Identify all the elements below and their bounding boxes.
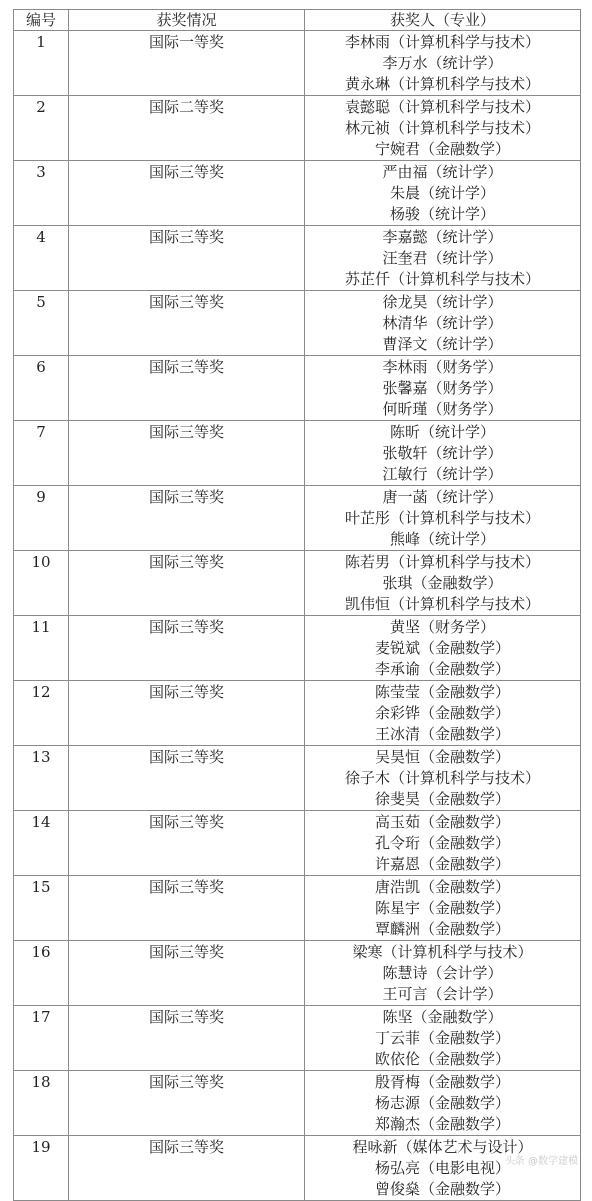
winner-entry: 梁寒（计算机科学与技术） [352,943,533,961]
winners-cell [305,421,581,486]
winner-entry: 何昕瑾（财务学） [382,400,503,418]
award-level-cell: 国际三等奖 [69,1071,305,1136]
winners-cell [305,551,581,616]
table-row [14,746,581,811]
table-header [14,10,581,31]
award-level-cell: 国际三等奖 [69,291,305,356]
award-id-cell: 6 [14,356,69,421]
award-id-cell: 10 [14,551,69,616]
winners-cell [305,941,581,1006]
winner-entry: 曾俊燊（金融数学） [374,1180,510,1198]
winner-entry: 陈星宇（金融数学） [374,899,510,917]
winner-entry: 徐龙昊（统计学） [382,293,503,311]
winner-entry: 张敬轩（统计学） [382,444,503,462]
award-table [13,9,581,1201]
award-id-cell: 4 [14,226,69,291]
award-id-cell: 13 [14,746,69,811]
winner-entry: 曹泽文（统计学） [382,335,503,353]
table-row [14,941,581,1006]
winners-cell [305,876,581,941]
award-level-cell: 国际二等奖 [69,96,305,161]
table-body [14,31,581,1201]
table-row [14,421,581,486]
winner-entry: 程咏新（媒体艺术与设计） [352,1138,533,1156]
table-row [14,1006,581,1071]
header-row [14,10,581,31]
winner-entry: 袁懿聪（计算机科学与技术） [344,98,540,116]
award-level-cell: 国际一等奖 [69,31,305,96]
award-level-cell: 国际三等奖 [69,161,305,226]
winner-entry: 杨志源（金融数学） [374,1094,510,1112]
table-row [14,551,581,616]
winner-entry: 凯伟恒（计算机科学与技术） [344,595,540,613]
winners-cell [305,811,581,876]
award-level-cell: 国际三等奖 [69,876,305,941]
table-row [14,291,581,356]
award-level-cell: 国际三等奖 [69,1136,305,1201]
award-level-cell: 国际三等奖 [69,356,305,421]
award-id-cell: 9 [14,486,69,551]
winner-entry: 李万水（统计学） [382,54,503,72]
winner-entry: 黄坚（财务学） [389,618,495,636]
award-level-cell: 国际三等奖 [69,681,305,746]
header-winners: 获奖人（专业） [305,10,581,31]
winner-entry: 欧依伦（金融数学） [374,1050,510,1068]
table-row [14,31,581,96]
header-award-level: 获奖情况 [69,10,305,31]
table-row [14,486,581,551]
award-id-cell: 2 [14,96,69,161]
award-id-cell: 15 [14,876,69,941]
table-row [14,811,581,876]
winner-entry: 陈莹莹（金融数学） [374,683,510,701]
award-id-cell: 5 [14,291,69,356]
award-level-cell: 国际三等奖 [69,746,305,811]
award-id-cell: 1 [14,31,69,96]
winner-entry: 丁云菲（金融数学） [374,1029,510,1047]
award-level-cell: 国际三等奖 [69,616,305,681]
table-row [14,681,581,746]
winners-cell [305,96,581,161]
table-row [14,876,581,941]
award-id-cell: 3 [14,161,69,226]
award-id-cell: 17 [14,1006,69,1071]
winner-entry: 苏芷仟（计算机科学与技术） [344,270,540,288]
winners-cell [305,616,581,681]
winners-cell [305,681,581,746]
award-level-cell: 国际三等奖 [69,551,305,616]
winners-cell [305,226,581,291]
winner-entry: 高玉茹（金融数学） [374,813,510,831]
winner-entry: 黄永琳（计算机科学与技术） [344,75,540,93]
winner-entry: 陈若男（计算机科学与技术） [344,553,540,571]
winners-cell [305,1006,581,1071]
winner-entry: 殷胥梅（金融数学） [374,1073,510,1091]
winner-entry: 李嘉懿（统计学） [382,228,503,246]
winner-entry: 朱晨（统计学） [389,184,495,202]
winner-entry: 麦锐斌（金融数学） [374,639,510,657]
winners-cell [305,1071,581,1136]
winners-cell [305,746,581,811]
award-level-cell: 国际三等奖 [69,811,305,876]
award-id-cell: 19 [14,1136,69,1201]
winner-entry: 郑瀚杰（金融数学） [374,1115,510,1133]
award-level-cell: 国际三等奖 [69,421,305,486]
winner-entry: 李承谕（金融数学） [374,660,510,678]
winner-entry: 陈慧诗（会计学） [382,964,503,982]
winner-entry: 唐浩凯（金融数学） [374,878,510,896]
winner-entry: 李林雨（计算机科学与技术） [344,33,540,51]
winner-entry: 叶芷彤（计算机科学与技术） [344,509,540,527]
table-row [14,356,581,421]
award-level-cell: 国际三等奖 [69,1006,305,1071]
winner-entry: 严由福（统计学） [382,163,503,181]
award-id-cell: 7 [14,421,69,486]
winner-entry: 徐斐昊（金融数学） [374,790,510,808]
winner-entry: 王可言（会计学） [382,985,503,1003]
winner-entry: 李林雨（财务学） [382,358,503,376]
winner-entry: 吴昊恒（金融数学） [374,748,510,766]
winners-cell [305,1136,581,1201]
winner-entry: 林清华（统计学） [382,314,503,332]
winner-entry: 陈坚（金融数学） [382,1008,503,1026]
award-id-cell: 18 [14,1071,69,1136]
winners-cell [305,291,581,356]
winners-cell [305,356,581,421]
award-id-cell: 11 [14,616,69,681]
winner-entry: 杨骏（统计学） [389,205,495,223]
award-id-cell: 14 [14,811,69,876]
watermark: 头条 @数学建模 [504,1156,578,1167]
winner-entry: 宁婉君（金融数学） [374,140,510,158]
winner-entry: 汪奎君（统计学） [382,249,503,267]
winner-entry: 熊峰（统计学） [389,530,495,548]
winners-cell [305,31,581,96]
table-row [14,226,581,291]
winner-entry: 王冰清（金融数学） [374,725,510,743]
winner-entry: 孔令珩（金融数学） [374,834,510,852]
winner-entry: 徐子木（计算机科学与技术） [344,769,540,787]
award-level-cell: 国际三等奖 [69,226,305,291]
table-row [14,1071,581,1136]
winner-entry: 许嘉恩（金融数学） [374,855,510,873]
winner-entry: 张琪（金融数学） [382,574,503,592]
award-id-cell: 16 [14,941,69,1006]
winner-entry: 陈昕（统计学） [389,423,495,441]
winners-cell [305,161,581,226]
award-id-cell: 12 [14,681,69,746]
table-row [14,616,581,681]
award-level-cell: 国际三等奖 [69,941,305,1006]
winner-entry: 江敏行（统计学） [382,465,503,483]
winner-entry: 杨弘亮（电影电视） [374,1159,510,1177]
winner-entry: 林元祯（计算机科学与技术） [344,119,540,137]
table-row [14,96,581,161]
award-level-cell: 国际三等奖 [69,486,305,551]
winners-cell [305,486,581,551]
winner-entry: 张馨嘉（财务学） [382,379,503,397]
table-row [14,161,581,226]
table-row [14,1136,581,1201]
winner-entry: 唐一菡（统计学） [382,488,503,506]
header-id: 编号 [14,10,69,31]
winner-entry: 覃麟洲（金融数学） [374,920,510,938]
winner-entry: 余彩铧（金融数学） [374,704,510,722]
